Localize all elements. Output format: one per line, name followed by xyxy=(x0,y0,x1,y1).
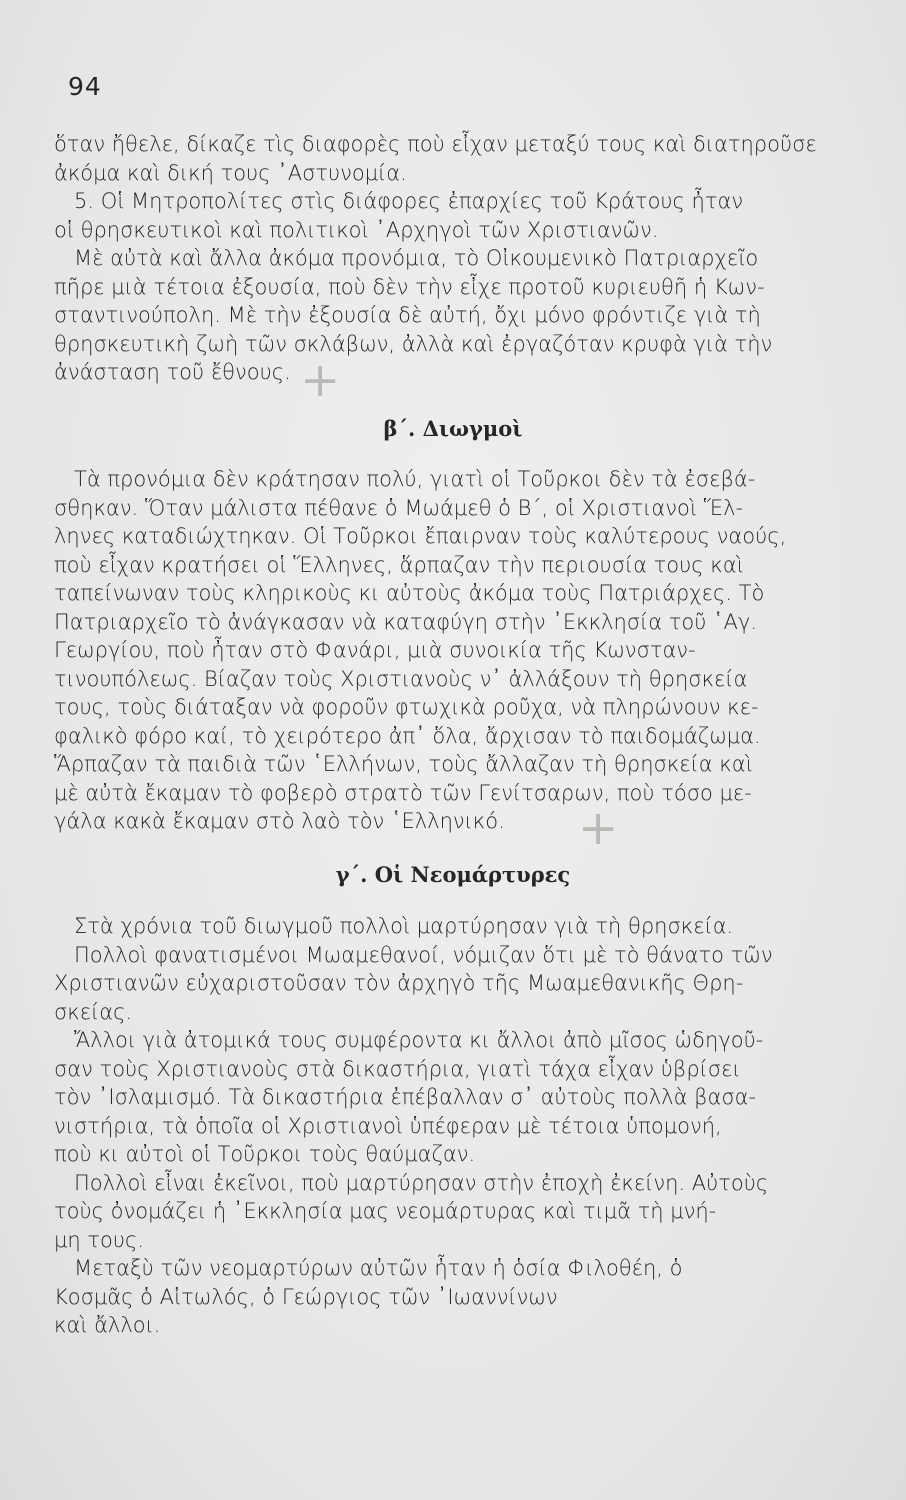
text-line: πῆρε μιὰ τέτοια ἐξουσία, ποὺ δὲν τὴν εἶχε προτοῦ κυριευθῆ ἡ Κων- xyxy=(54,274,765,299)
section-2-text xyxy=(54,465,854,836)
text-line: τους, τοὺς διάταξαν νὰ φοροῦν φτωχικὰ ροῦχα, νὰ πληρώνουν κε- xyxy=(54,695,759,719)
text-line: οἱ θρησκευτικοὶ καὶ πολιτικοὶ ᾿Αρχηγοὶ τῶν Χριστιανῶν. xyxy=(54,217,659,242)
text-line: Τὰ προνόμια δὲν κράτησαν πολύ, γιατὶ οἱ Τοῦρκοι δὲν τὰ ἐσεβά- xyxy=(74,467,756,491)
text-line: φαλικὸ φόρο καί, τὸ χειρότερο ἀπ᾿ ὅλα, ἄρχισαν τὸ παιδομάζωμα. xyxy=(54,723,761,748)
text-line: Ἅρπαζαν τὰ παιδιὰ τῶν ῾Ελλήνων, τοὺς ἄλλαζαν τὴ θρησκεία καὶ xyxy=(54,752,753,776)
section-heading-b: β΄. Διωγμοὶ xyxy=(383,416,523,441)
section-heading-c: γ΄. Οἱ Νεομάρτυρες xyxy=(335,862,571,887)
text-line: Μεταξὺ τῶν νεομαρτύρων αὐτῶν ἦταν ἡ ὁσία Φιλοθέη, ὁ xyxy=(74,1256,683,1280)
text-line: καὶ ἄλλοι. xyxy=(54,1313,161,1337)
text-line: σαν τοὺς Χριστιανοὺς στὰ δικαστήρια, γιατὶ τάχα εἶχαν ὑβρίσει xyxy=(54,1056,741,1081)
text-line: τινουπόλεως. Βίαζαν τοὺς Χριστιανοὺς ν᾿ ἀλλάξουν τὴ θρησκεία xyxy=(54,666,748,691)
pencil-mark: + xyxy=(300,352,341,408)
text-line: Κοσμᾶς ὁ Αἰτωλός, ὁ Γεώργιος τῶν ᾿Ιωαννίνων xyxy=(54,1284,558,1309)
text-line: Χριστιανῶν εὐχαριστοῦσαν τὸν ἀρχηγὸ τῆς Μωαμεθανικῆς Θρη- xyxy=(54,971,744,995)
text-line: σκείας. xyxy=(54,999,133,1024)
text-line: Πολλοὶ φανατισμένοι Μωαμεθανοί, νόμιζαν ὅτι μὲ τὸ θάνατο τῶν xyxy=(74,942,773,967)
text-line: τὸν ᾿Ισλαμισμό. Τὰ δικαστήρια ἐπέβαλλαν σ᾿ αὐτοὺς πολλὰ βασα- xyxy=(54,1085,757,1109)
text-line: ταπείνωναν τοὺς κληρικοὺς κι αὐτοὺς ἀκόμα τοὺς Πατριάρχες. Τὸ xyxy=(54,581,765,605)
text-line: Ἄλλοι γιὰ ἀτομικά τους συμφέροντα κι ἄλλοι ἀπὸ μῖσος ὡδηγοῦ- xyxy=(74,1028,764,1052)
text-line: ἀκόμα καὶ δική τους ᾿Αστυνομία. xyxy=(54,160,407,185)
text-line: ὅταν ἤθελε, δίκαζε τὶς διαφορὲς ποὺ εἶχαν μεταξύ τους καὶ διατηροῦσε xyxy=(54,132,817,156)
text-line: σθηκαν. Ὅταν μάλιστα πέθανε ὁ Μωάμεθ ὁ Β΄, οἱ Χριστιανοὶ Ἕλ- xyxy=(54,495,744,520)
text-line: τοὺς ὀνομάζει ἡ ᾿Εκκλησία μας νεομάρτυρας καὶ τιμᾶ τὴ μνή- xyxy=(54,1199,717,1223)
text-line: Στὰ χρόνια τοῦ διωγμοῦ πολλοὶ μαρτύρησαν γιὰ τὴ θρησκεία. xyxy=(74,914,734,938)
text-line: ληνες καταδιώχτηκαν. Οἱ Τοῦρκοι ἔπαιρναν τοὺς καλύτερους ναούς, xyxy=(54,524,787,548)
text-line: Μὲ αὐτὰ καὶ ἄλλα ἀκόμα προνόμια, τὸ Οἰκουμενικὸ Πατριαρχεῖο xyxy=(74,246,759,270)
text-line: ἀνάσταση τοῦ ἔθνους. xyxy=(54,360,291,384)
text-line: Πατριαρχεῖο τὸ ἀνάγκασαν νὰ καταφύγη στὴν ᾿Εκκλησία τοῦ ῾Αγ. xyxy=(54,609,758,634)
section-1-text xyxy=(54,130,854,387)
text-line: μη τους. xyxy=(54,1227,144,1252)
text-line: ποὺ κι αὐτοὶ οἱ Τοῦρκοι τοὺς θαύμαζαν. xyxy=(54,1142,476,1166)
section-3-text xyxy=(54,912,854,1340)
text-line: σταντινούπολη. Μὲ τὴν ἐξουσία δὲ αὐτή, ὄχι μόνο φρόντιζε γιὰ τὴ xyxy=(54,303,761,327)
text-line: Γεωργίου, ποὺ ἦταν στὸ Φανάρι, μιὰ συνοικία τῆς Κωνσταν- xyxy=(54,638,696,662)
text-line: Πολλοὶ εἶναι ἐκεῖνοι, ποὺ μαρτύρησαν στὴν ἐποχὴ ἐκείνη. Αὐτοὺς xyxy=(74,1170,769,1195)
text-line: μὲ αὐτὰ ἔκαμαν τὸ φοβερὸ στρατὸ τῶν Γενίτσαρων, ποὺ τόσο με- xyxy=(54,780,752,805)
text-line: νιστήρια, τὰ ὁποῖα οἱ Χριστιανοὶ ὑπέφεραν μὲ τέτοια ὑπομονή, xyxy=(54,1113,722,1138)
pencil-mark: + xyxy=(578,800,619,856)
text-line: θρησκευτικὴ ζωὴ τῶν σκλάβων, ἀλλὰ καὶ ἐργαζόταν κρυφὰ γιὰ τὴν xyxy=(54,331,773,356)
text-line: ποὺ εἶχαν κρατήσει οἱ Ἕλληνες, ἅρπαζαν τὴν περιουσία τους καὶ xyxy=(54,552,744,577)
page-number: 94 xyxy=(68,72,102,101)
text-line: 5. Οἱ Μητροπολίτες στὶς διάφορες ἐπαρχίες τοῦ Κράτους ἦταν xyxy=(74,189,744,213)
text-line: γάλα κακὰ ἔκαμαν στὸ λαὸ τὸν ῾Ελληνικό. xyxy=(54,809,505,833)
